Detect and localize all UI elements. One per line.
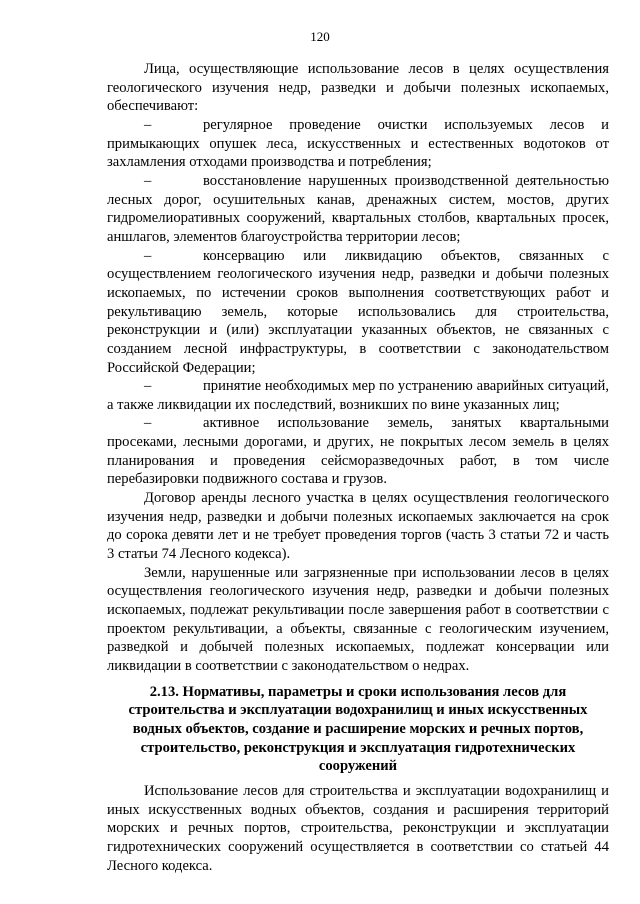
page-number: 120 xyxy=(310,29,330,44)
lands-paragraph: Земли, нарушенные или загрязненные при использовании лесов в целях осуществления геологического изучения недр, разведки и добычи полезных ископаемых, подлежат рекультивации после завершения работ в соответствии с проектом рекультивации, а объекты, связанные с геологическим изучением, разведкой и добычей полезных ископаемых, подлежат консервации или ликвидации в соответствии с законодательством о недрах. xyxy=(107,564,609,674)
list-item xyxy=(107,414,609,489)
list-item-text: консервацию или ликвидацию объектов, связанных с осуществлением геологического изучения недр, разведки и добычи полезных ископаемых, по истечении сроков выполнения соответствующих работ и рекультивацию земель, которые использовались для строительства, реконструкции и (или) эксплуатации указанных объектов, не связанных с созданием лесной инфраструктуры, в соответствии с законодательством Российской Федерации; xyxy=(107,247,609,376)
list-item xyxy=(107,247,609,378)
list-item-text: принятие необходимых мер по устранению аварийных ситуаций, а также ликвидации их последствий, возникших по вине указанных лиц; xyxy=(107,378,609,413)
list-item xyxy=(107,377,609,414)
list-item xyxy=(107,116,609,172)
bullet-dash: – xyxy=(144,378,152,395)
section-heading: 2.13. Нормативы, параметры и сроки использования лесов для строительства и эксплуатации водохранилищ и иных искусственных водных объектов, создание и расширение морских и речных портов, строительство, реконструкция и эксплуатация гидротехнических сооружений xyxy=(128,683,588,775)
bullet-dash: – xyxy=(144,415,152,432)
lease-paragraph: Договор аренды лесного участка в целях осуществления геологического изучения недр, разведки и добычи полезных ископаемых заключается на срок до сорока девяти лет и не требует проведения торгов (часть 3 статьи 72 и часть 3 статьи 74 Лесного кодекса). xyxy=(107,490,609,563)
section-paragraph: Использование лесов для строительства и эксплуатации водохранилищ и иных искусственных водных объектов, создания и расширения территорий морских и речных портов, строительства, реконструкции и эксплуатации гидротехнических сооружений осуществляется в соответствии со статьей 44 Лесного кодекса. xyxy=(107,782,609,874)
bullet-dash: – xyxy=(144,247,152,264)
list-item-text: активное использование земель, занятых квартальными просеками, лесными дорогами, и других, не покрытых лесом земель в целях планирования и проведения сейсморазведочных работ, в том числе перебазировки подвижного состава и грузов. xyxy=(107,415,609,488)
intro-paragraph: Лица, осуществляющие использование лесов в целях осуществления геологического изучения недр, разведки и добычи полезных ископаемых, обеспечивают: xyxy=(107,61,609,115)
document-body xyxy=(107,60,609,875)
list-item-text: восстановление нарушенных производственной деятельностью лесных дорог, осушительных канав, дренажных систем, мостов, других гидромелиоративных сооружений, квартальных столбов, квартальных просек, аншлагов, элементов благоустройства территории лесов; xyxy=(107,172,609,245)
list-item xyxy=(107,172,609,247)
bullet-dash: – xyxy=(144,172,152,189)
bullet-dash: – xyxy=(144,116,152,133)
list-item-text: регулярное проведение очистки используемых лесов и примыкающих опушек леса, искусственных и естественных водотоков от захламления отходами производства и потребления; xyxy=(107,116,609,171)
